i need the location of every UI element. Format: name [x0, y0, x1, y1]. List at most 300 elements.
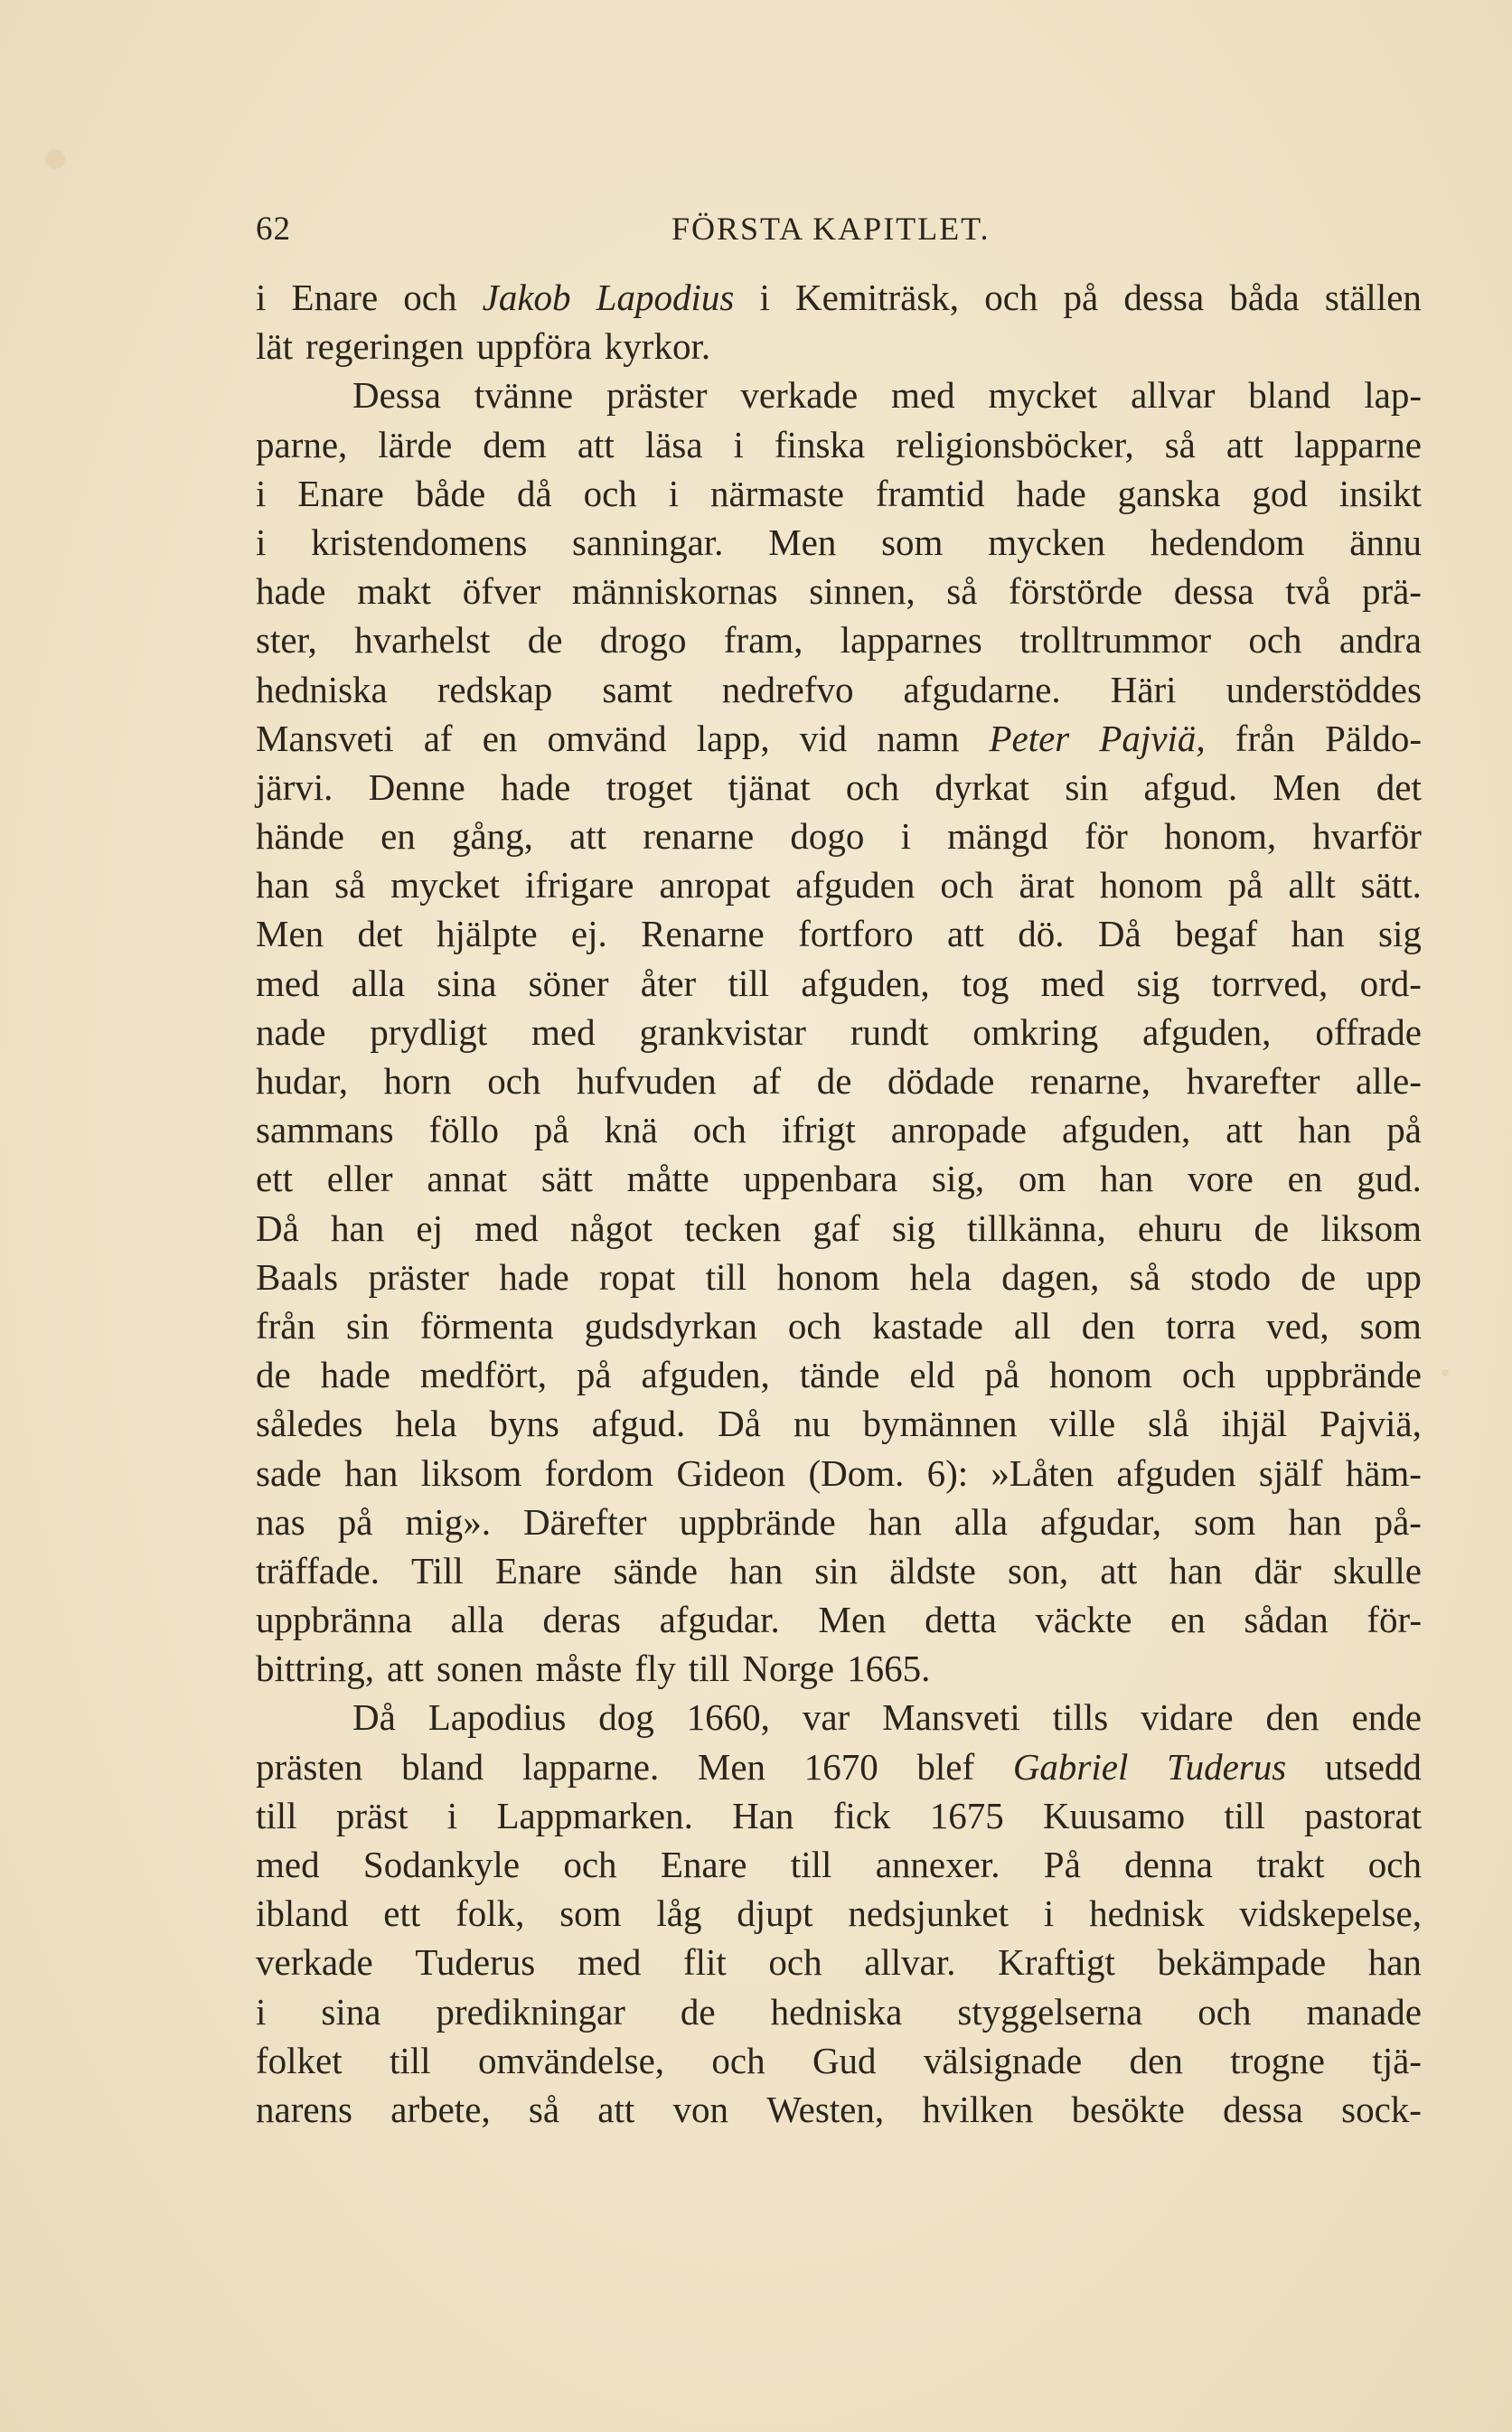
word: förmenta: [419, 1304, 554, 1347]
text-line: [256, 1498, 1422, 1546]
word: sig: [1378, 913, 1422, 955]
word: afgudarne.: [903, 668, 1061, 710]
word: liksom: [420, 1451, 522, 1494]
text-line: [256, 959, 1422, 1008]
word: dödade: [887, 1060, 995, 1102]
word: mycket: [390, 864, 500, 906]
word: afgudar,: [1040, 1500, 1161, 1543]
word: med: [1040, 962, 1105, 1004]
word: ifrigare: [524, 864, 634, 906]
word: predikningar: [436, 1990, 625, 2033]
word: blef: [916, 1745, 975, 1788]
text-line: [256, 1253, 1422, 1301]
word: ett: [383, 1892, 421, 1935]
word: offrade: [1315, 1010, 1422, 1053]
word: sina: [437, 962, 497, 1004]
text-line: [256, 1791, 1422, 1840]
word: gång,: [451, 815, 533, 858]
word: hade: [1016, 472, 1086, 514]
word: af: [423, 717, 453, 759]
word: från: [256, 1304, 316, 1347]
word: deras: [542, 1599, 621, 1641]
word: sinnen,: [809, 570, 916, 613]
word: med: [891, 374, 955, 417]
word: från: [1235, 717, 1295, 759]
word: annat: [427, 1158, 508, 1200]
word: människornas: [571, 570, 778, 613]
word: afguden,: [1142, 1010, 1272, 1053]
word: präster: [606, 374, 708, 417]
word: Kemiträsk,: [795, 277, 960, 318]
word: fram,: [723, 619, 803, 662]
text-line: [256, 714, 1422, 763]
word: hedendom: [1150, 521, 1305, 563]
word: denna: [1124, 1844, 1213, 1885]
word: dem: [483, 423, 547, 465]
word: att: [1100, 1549, 1138, 1592]
word: hade: [500, 765, 571, 808]
word: själf: [1258, 1451, 1323, 1494]
text-line: [256, 420, 1422, 469]
text-line: [256, 567, 1422, 615]
word: för: [1084, 815, 1128, 858]
word: trakt: [1256, 1844, 1325, 1885]
word: sätt: [540, 1158, 593, 1200]
word: sock-: [1341, 2088, 1422, 2130]
word: två: [1285, 570, 1331, 613]
word: bymännen: [862, 1403, 1018, 1445]
word: dogo: [790, 815, 865, 858]
word: byns: [489, 1403, 559, 1445]
page-number: 62: [256, 211, 291, 248]
word: söner: [528, 962, 609, 1004]
word: mig».: [405, 1500, 491, 1543]
word: 1665.: [847, 1648, 931, 1690]
word: finska: [774, 423, 866, 465]
word: hela: [395, 1403, 457, 1445]
word: att: [1226, 1109, 1263, 1151]
word: Norge: [742, 1648, 835, 1690]
word: allt: [1288, 864, 1336, 906]
word: uppbrände: [1264, 1354, 1422, 1396]
word: i: [668, 472, 680, 514]
word: dessa: [1173, 570, 1254, 613]
word: ärat: [1019, 864, 1075, 906]
word: medfört,: [419, 1354, 547, 1396]
word: att: [386, 1648, 424, 1690]
word: Kuusamo: [1042, 1794, 1186, 1836]
word: nade: [256, 1010, 326, 1053]
text-line: [256, 2085, 1422, 2134]
word: Men: [818, 1599, 887, 1641]
word: knä: [604, 1109, 658, 1151]
word: då: [517, 472, 552, 514]
word: begaf: [1175, 913, 1258, 955]
word: mycket: [988, 374, 1098, 417]
word: folket: [256, 2039, 343, 2081]
word: 1675: [929, 1794, 1004, 1836]
word: i: [256, 472, 267, 514]
word: så: [1164, 423, 1196, 465]
word: rundt: [850, 1010, 929, 1053]
word: och: [787, 1304, 842, 1347]
word: Då: [1097, 913, 1141, 955]
word: på: [337, 1500, 373, 1543]
word: tog: [961, 962, 1010, 1004]
word: en: [380, 815, 416, 858]
text-line: [256, 1546, 1422, 1595]
word: Lappmarken.: [496, 1794, 693, 1836]
text-line: [256, 665, 1422, 714]
word: gudsdyrkan: [584, 1304, 757, 1347]
text-line: [256, 1644, 1422, 1693]
text-line: [256, 518, 1422, 567]
word: de: [527, 619, 563, 662]
word: ehuru: [1137, 1207, 1223, 1249]
word: att: [946, 913, 984, 955]
word: läsa: [644, 423, 703, 465]
word: och: [563, 1844, 617, 1885]
word: alla: [953, 1500, 1009, 1543]
word: anropade: [890, 1109, 1027, 1151]
word: djupt: [737, 1892, 813, 1935]
word: Denne: [368, 765, 465, 808]
word: de: [816, 1060, 852, 1102]
word: närmaste: [709, 472, 844, 514]
word: äldste: [889, 1549, 976, 1592]
word: hjälpte: [436, 913, 538, 955]
word: honom: [1099, 864, 1203, 906]
text-line: [256, 273, 1422, 322]
word: sade: [256, 1451, 322, 1494]
word: ropat: [599, 1255, 676, 1298]
word: kyrkor.: [604, 325, 711, 368]
text-line: [256, 1056, 1422, 1105]
word: ende: [1351, 1696, 1422, 1739]
word: Päldo-: [1324, 717, 1422, 759]
word: han: [1367, 1941, 1422, 1984]
word: en: [482, 717, 518, 759]
text-line: [256, 1595, 1422, 1644]
word: prydligt: [370, 1010, 488, 1053]
word: hade: [256, 570, 326, 613]
word: troget: [606, 765, 693, 808]
word: allvar.: [864, 1941, 956, 1984]
word: makt: [357, 570, 432, 613]
word: mängd: [947, 815, 1048, 858]
word: ifrigt: [781, 1109, 856, 1151]
italic-word: Jakob: [482, 277, 571, 318]
word: den: [1081, 1304, 1135, 1347]
word: regeringen: [305, 325, 465, 368]
word: att: [569, 815, 607, 858]
word: fordom: [544, 1451, 654, 1494]
word: afgudar.: [659, 1599, 780, 1641]
word: trolltrummor: [1019, 619, 1211, 662]
word: i: [759, 277, 770, 318]
word: god: [1252, 472, 1308, 514]
word: Baals: [256, 1255, 339, 1298]
text-line: [256, 812, 1422, 860]
word: pastorat: [1304, 1794, 1422, 1836]
word: kristendomens: [311, 521, 528, 563]
word: tvänne: [474, 374, 574, 417]
word: lap-: [1364, 374, 1422, 417]
word: att: [1226, 423, 1263, 465]
text-line: [256, 615, 1422, 664]
word: träffade.: [256, 1549, 380, 1592]
word: Enare: [660, 1844, 747, 1885]
word: uppföra: [476, 325, 592, 368]
word: Men: [256, 913, 324, 955]
word: i: [256, 521, 267, 563]
word: dyrkat: [934, 765, 1030, 808]
word: som: [881, 521, 944, 563]
word: honom: [1049, 1354, 1152, 1396]
word: Enare: [494, 1549, 582, 1592]
word: ibland: [256, 1892, 349, 1935]
word: tecken: [684, 1207, 782, 1249]
word: föllo: [428, 1109, 499, 1151]
word: med: [474, 1207, 539, 1249]
word: ster,: [256, 619, 317, 662]
word: han: [868, 1500, 922, 1543]
word: så: [334, 864, 366, 906]
word: i: [256, 277, 267, 318]
word: hvilken: [922, 2088, 1034, 2130]
word: på: [1063, 277, 1099, 318]
word: ännu: [1349, 521, 1422, 563]
word: trogne: [1230, 2039, 1325, 2081]
word: till: [256, 1794, 297, 1836]
word: som: [559, 1892, 622, 1935]
word: och: [845, 765, 900, 808]
word: ett: [256, 1158, 293, 1200]
text-line: [256, 371, 1422, 419]
word: så: [528, 2088, 560, 2130]
paper-stain: [1442, 1369, 1449, 1376]
word: sig,: [931, 1158, 985, 1200]
word: förstörde: [1009, 570, 1143, 613]
word: honom: [776, 1255, 880, 1298]
word: han: [1100, 1158, 1154, 1200]
word: gaf: [812, 1207, 860, 1249]
text-line: [256, 1301, 1422, 1350]
word: upp: [1366, 1255, 1422, 1298]
text-line: [256, 1449, 1422, 1498]
word: eld: [909, 1354, 955, 1396]
word: dö.: [1018, 913, 1065, 955]
word: järvi.: [256, 765, 333, 808]
word: sätt.: [1360, 864, 1422, 906]
word: lapparne.: [521, 1745, 660, 1788]
word: Mansveti: [256, 717, 394, 759]
word: son,: [1007, 1549, 1069, 1592]
word: och: [768, 1941, 822, 1984]
word: renarne,: [1029, 1060, 1151, 1102]
word: prästen: [256, 1745, 363, 1788]
word: afgud.: [591, 1403, 686, 1445]
word: nedsjunket: [848, 1892, 1010, 1935]
word: ved,: [1266, 1304, 1329, 1347]
text-line: [256, 860, 1422, 909]
word: namn: [877, 717, 960, 759]
word: Sodankyle: [362, 1844, 521, 1885]
word: folk,: [455, 1892, 525, 1935]
word: präst: [335, 1794, 409, 1836]
word: Pajviä,: [1319, 1403, 1422, 1445]
word: till: [1224, 1794, 1265, 1836]
word: Men: [1273, 765, 1341, 808]
word: Därefter: [523, 1500, 647, 1543]
word: till: [705, 1255, 747, 1298]
word: stodo: [1190, 1255, 1272, 1298]
word: sanningar.: [572, 521, 724, 563]
word: med: [256, 962, 320, 1004]
word: Men: [697, 1745, 766, 1788]
word: Renarne: [641, 913, 765, 955]
word: och: [403, 277, 457, 318]
word: af: [752, 1060, 782, 1102]
word: sammans: [256, 1109, 394, 1151]
word: dessa: [1223, 2088, 1303, 2130]
word: sonen: [436, 1648, 523, 1690]
word: sig: [891, 1207, 935, 1249]
word: annexer.: [875, 1844, 1000, 1885]
word: bittring,: [256, 1648, 374, 1690]
word: Men: [768, 521, 837, 563]
word: i: [733, 423, 744, 465]
word: sin: [1065, 765, 1109, 808]
word: religionsböcker,: [896, 423, 1134, 465]
word: lärde: [378, 423, 453, 465]
word: bland: [401, 1745, 484, 1788]
word: måste: [535, 1648, 623, 1690]
word: på: [576, 1354, 612, 1396]
text-line: [256, 2036, 1422, 2085]
word: och: [487, 1060, 541, 1102]
word: och: [1248, 619, 1302, 662]
word: torrved,: [1211, 962, 1329, 1004]
word: dog: [598, 1696, 654, 1739]
word: ville: [1049, 1403, 1116, 1445]
word: ej: [416, 1207, 443, 1249]
word: och: [711, 2039, 765, 2081]
word: Då: [352, 1696, 396, 1739]
word: Kraftigt: [998, 1941, 1115, 1984]
word: mycken: [988, 521, 1105, 563]
word: så: [1129, 1255, 1160, 1298]
word: hufvuden: [576, 1060, 717, 1102]
word: både: [415, 472, 486, 514]
word: liksom: [1320, 1207, 1422, 1249]
running-head: FÖRSTA KAPITLET.: [671, 211, 991, 247]
word: Han: [732, 1794, 794, 1836]
text-line: [256, 1987, 1422, 2036]
word: båda: [1229, 277, 1300, 318]
word: och: [583, 472, 637, 514]
word: detta: [925, 1599, 997, 1641]
word: således: [256, 1403, 363, 1445]
word: hedniska: [770, 1990, 903, 2033]
word: tjä-: [1372, 2039, 1422, 2081]
word: hela: [909, 1255, 972, 1298]
word: på-: [1374, 1500, 1422, 1543]
word: afguden,: [1061, 1109, 1191, 1151]
word: samt: [602, 668, 672, 710]
word: flit: [683, 1941, 727, 1984]
word: något: [569, 1207, 653, 1249]
word: på: [1227, 864, 1263, 906]
word: och: [1197, 1990, 1252, 2033]
word: Enare: [291, 277, 379, 318]
word: på: [1386, 1109, 1422, 1151]
word: afguden: [1116, 1451, 1236, 1494]
word: understöddes: [1226, 668, 1422, 710]
word: drogo: [599, 619, 687, 662]
word: framtid: [875, 472, 985, 514]
word: han: [331, 1207, 385, 1249]
text-line: [256, 1154, 1422, 1203]
body-text: [256, 273, 1422, 2134]
word: hvarför: [1312, 815, 1422, 858]
word: »Låten: [991, 1451, 1094, 1494]
word: och: [692, 1109, 747, 1151]
word: afguden,: [641, 1354, 770, 1396]
word: ihjäl: [1221, 1403, 1288, 1445]
word: 6):: [926, 1451, 969, 1494]
word: hvarefter: [1186, 1060, 1320, 1102]
word: 1660,: [686, 1696, 770, 1739]
word: fick: [832, 1794, 891, 1836]
word: hednisk: [1089, 1892, 1205, 1935]
word: och: [1181, 1354, 1236, 1396]
word: till: [390, 2039, 431, 2081]
word: alla: [450, 1599, 504, 1641]
paper-stain: [45, 149, 65, 169]
word: allvar: [1131, 374, 1216, 417]
word: Då: [256, 1207, 299, 1249]
word: han: [1288, 1500, 1342, 1543]
word: i: [900, 815, 911, 858]
word: honom,: [1163, 815, 1277, 858]
word: och: [984, 277, 1038, 318]
word: med: [577, 1941, 642, 1984]
word: verkade: [256, 1941, 373, 1984]
word: till: [688, 1648, 730, 1690]
word: uppbränna: [256, 1599, 413, 1641]
word: hade: [499, 1255, 569, 1298]
word: tills: [1052, 1696, 1109, 1739]
word: tände: [799, 1354, 880, 1396]
word: afguden: [795, 864, 916, 906]
word: omvändelse,: [477, 2039, 665, 2081]
word: vidare: [1141, 1696, 1234, 1739]
word: bekämpade: [1157, 1941, 1327, 1984]
word: sig: [1136, 962, 1180, 1004]
page-header: [256, 210, 1422, 264]
word: arbete,: [390, 2088, 491, 2130]
word: den: [1265, 1696, 1319, 1739]
word: hvarhelst: [354, 619, 491, 662]
text-line: [256, 1204, 1422, 1253]
word: narens: [256, 2088, 353, 2130]
word: ganska: [1117, 472, 1221, 514]
word: dagen,: [1001, 1255, 1100, 1298]
word: tillkänna,: [967, 1207, 1106, 1249]
text-line: [256, 1840, 1422, 1889]
word: redskap: [437, 668, 553, 710]
